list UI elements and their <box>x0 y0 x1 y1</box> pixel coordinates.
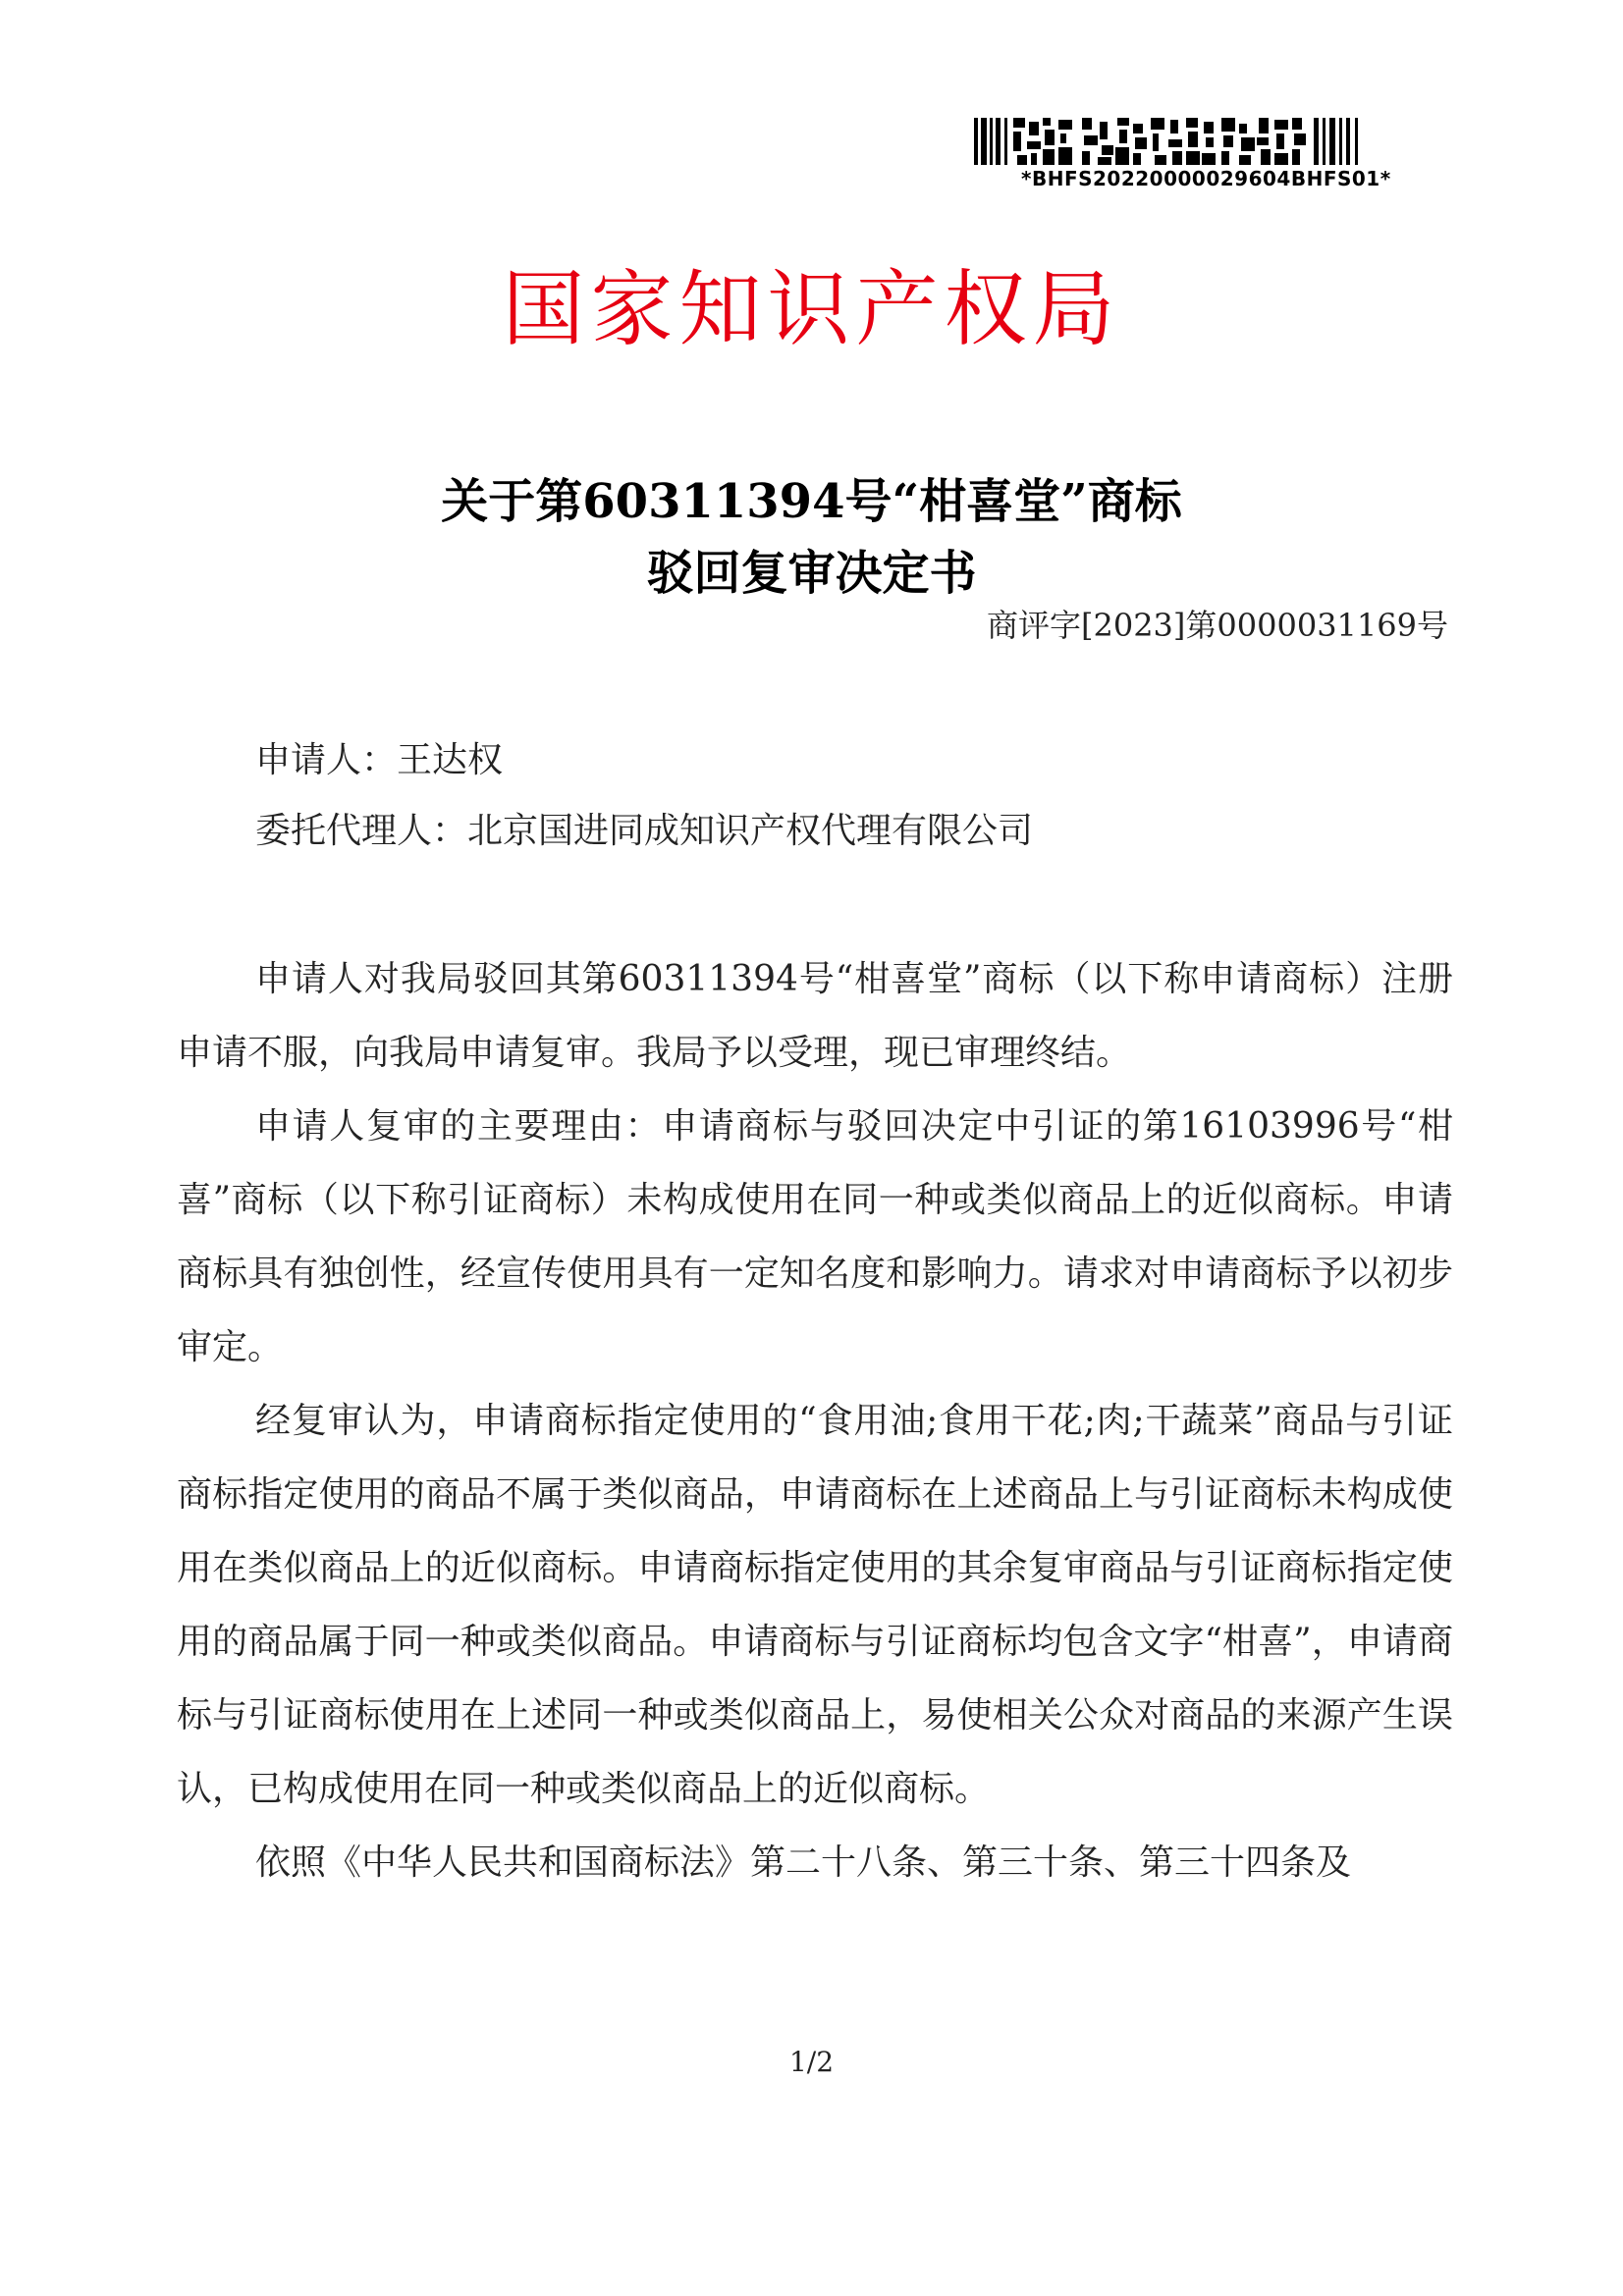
agent-line: 委托代理人：北京国进同成知识产权代理有限公司 <box>255 811 1034 851</box>
barcode <box>974 118 1386 165</box>
decision-body <box>177 942 1453 1899</box>
paragraph: 申请人对我局驳回其第60311394号“柑喜堂”商标（以下称申请商标）注册申请不服，向我局申请复审。我局予以受理，现已审理终结。 <box>177 959 1453 1073</box>
applicant-line: 申请人：王达权 <box>255 740 504 780</box>
document-title-line-1: 关于第60311394号“柑喜堂”商标 <box>441 474 1182 529</box>
page-number: 1/2 <box>788 2046 835 2078</box>
document-number: 商评字[2023]第0000031169号 <box>986 607 1448 644</box>
paragraph: 申请人复审的主要理由：申请商标与驳回决定中引证的第16103996号“柑喜”商标（以下称引证商标）未构成使用在同一种或类似商品上的近似商标。申请商标具有独创性，经宣传使用具有一定知名度和影响力。请求对申请商标予以初步审定。 <box>177 1106 1453 1367</box>
paragraph: 经复审认为，申请商标指定使用的“食用油;食用干花;肉;干蔬菜”商品与引证商标指定使用的商品不属于类似商品，申请商标在上述商品上与引证商标未构成使用在类似商品上的近似商标。申请商标指定使用的其余复审商品与引证商标指定使用的商品属于同一种或类似商品。申请商标与引证商标均包含文字“柑喜”，申请商标与引证商标使用在上述同一种或类似商品上，易使相关公众对商品的来源产生误认，已构成使用在同一种或类似商品上的近似商标。 <box>177 1401 1453 1809</box>
paragraph: 依照《中华人民共和国商标法》第二十八条、第三十条、第三十四条及 <box>255 1842 1352 1883</box>
barcode-number: *BHFS20220000029604BHFS01* <box>1021 167 1391 190</box>
agency-name: 国家知识产权局 <box>502 261 1121 357</box>
document-title-line-2: 驳回复审决定书 <box>646 546 977 601</box>
